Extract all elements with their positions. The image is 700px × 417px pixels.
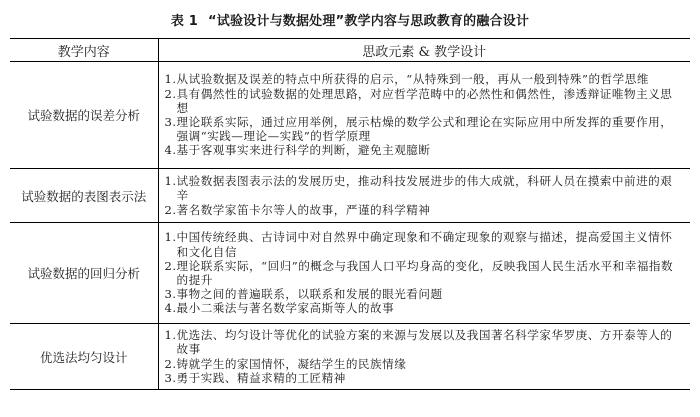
row-items xyxy=(158,324,690,390)
table-number: 表 1 xyxy=(170,14,199,29)
list-item: 1. 从试验数据及误差的特点中所获得的启示，“从特殊到一般，再从一般到特殊”的哲学思维 xyxy=(164,72,649,87)
row-items xyxy=(158,223,690,324)
row-topic: 试验数据的表图表示法 xyxy=(10,169,158,223)
list-item: 2. 著名数学家笛卡尔等人的故事，严谨的科学精神 xyxy=(164,202,431,217)
table-row xyxy=(10,324,690,390)
content-table xyxy=(10,38,690,390)
header-ideological-elements: 思政元素 & 教学设计 xyxy=(158,39,690,62)
row-items xyxy=(158,62,690,169)
list-item: 4. 最小二乘法与著名数学家高斯等人的故事 xyxy=(164,301,395,316)
table-row xyxy=(10,62,690,169)
list-item: 3. 事物之间的普遍联系，以联系和发展的眼光看问题 xyxy=(164,287,443,302)
list-item: 3. 勇于实践、精益求精的工匠精神 xyxy=(164,370,346,385)
table-title: “试验设计与数据处理”教学内容与思政教育的融合设计 xyxy=(208,14,530,29)
row-items xyxy=(158,169,690,223)
list-item: 1. 优选法、均匀设计等优化的试验方案的来源与发展以及我国著名科学家华罗庚、方开泰等人的故事 xyxy=(164,328,673,357)
list-item: 3. 理论联系实际，通过应用举例，展示枯燥的数学公式和理论在实际应用中所发挥的重要作用，强调“实践—理论—实践”的哲学原理 xyxy=(164,115,673,144)
table-row xyxy=(10,223,690,324)
row-topic: 试验数据的误差分析 xyxy=(10,62,158,169)
row-topic: 优选法均匀设计 xyxy=(10,324,158,390)
list-item: 2. 铸就学生的家国情怀，凝结学生的民族情缘 xyxy=(164,356,407,371)
header-teaching-content: 教学内容 xyxy=(10,39,158,62)
list-item: 2. 具有偶然性的试验数据的处理思路，对应哲学范畴中的必然性和偶然性，渗透辩证唯物主义思想 xyxy=(164,86,673,115)
row-topic: 试验数据的回归分析 xyxy=(10,223,158,324)
header-row xyxy=(10,39,690,62)
list-item: 4. 基于客观事实来进行科学的判断，避免主观臆断 xyxy=(164,143,431,158)
list-item: 2. 理论联系实际，“回归”的概念与我国人口平均身高的变化，反映我国人民生活水平和幸福指数的提升 xyxy=(164,258,674,287)
list-item: 1. 试验数据表图表示法的发展历史，推动科技发展进步的伟大成就，科研人员在摸索中前进的艰辛 xyxy=(164,174,673,203)
list-item: 1. 中国传统经典、古诗词中对自然界中确定现象和不确定现象的观察与描述，提高爱国主义情怀和文化自信 xyxy=(164,230,673,259)
table-caption xyxy=(0,10,700,29)
table-row xyxy=(10,169,690,223)
